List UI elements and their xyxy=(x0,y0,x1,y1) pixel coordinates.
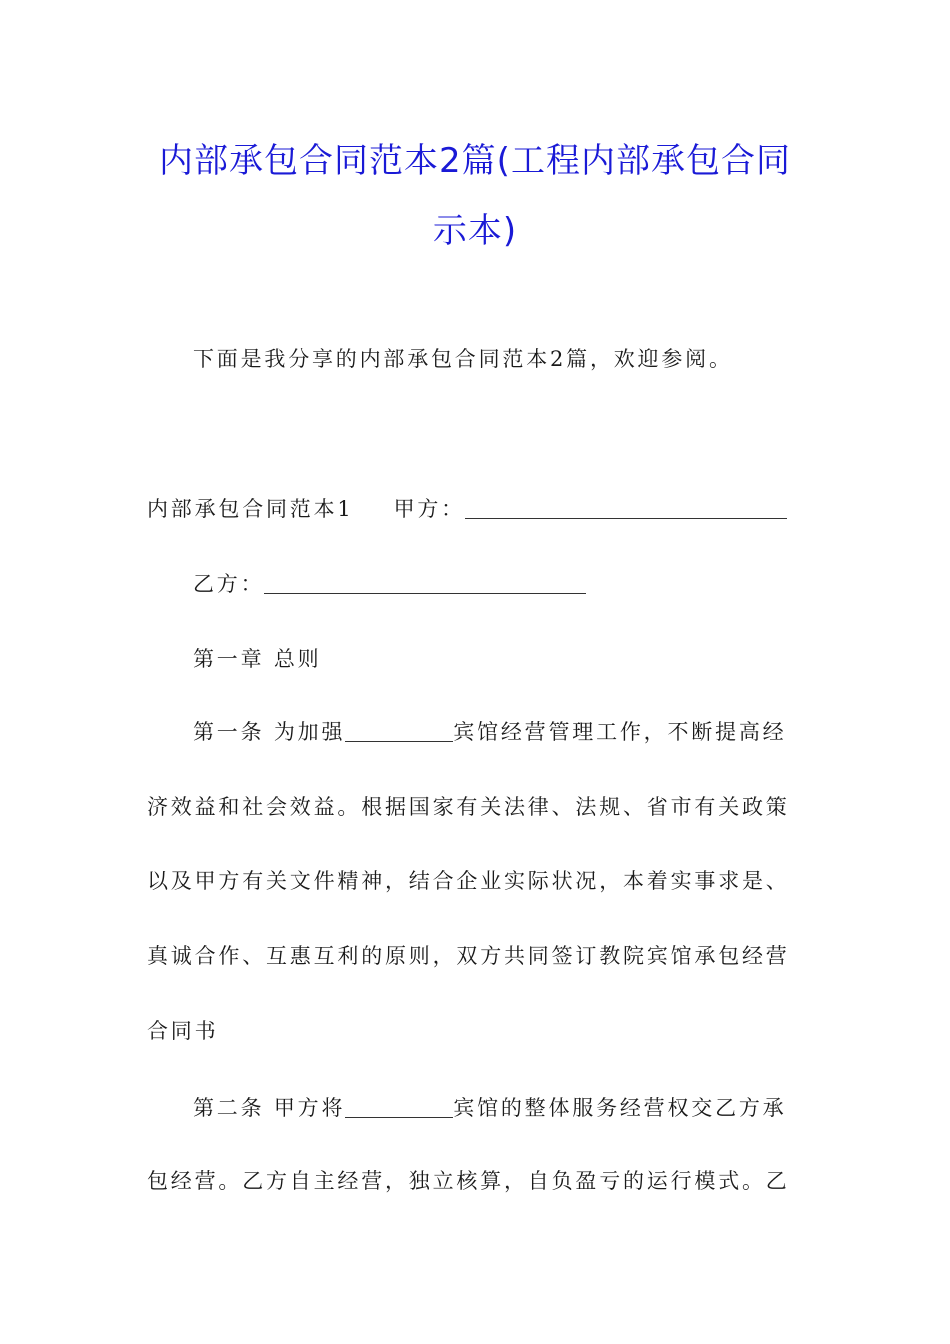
article1-head: 第一条 为加强 xyxy=(193,720,346,744)
party-a-label: 甲方： xyxy=(393,497,465,521)
party-b-label: 乙方： xyxy=(193,572,265,596)
document-title-line1: 内部承包合同范本2篇(工程内部承包合同 xyxy=(159,141,791,181)
chapter-heading: 第一章 总则 xyxy=(193,647,322,671)
article2-line1 xyxy=(193,1093,786,1123)
article1-line2: 济效益和社会效益。根据国家有关法律、法规、省市有关政策 xyxy=(147,795,790,819)
article2-head: 第二条 甲方将 xyxy=(193,1096,346,1120)
party-b-row xyxy=(193,569,586,599)
hotel-name-blank-2 xyxy=(345,1095,453,1118)
intro-paragraph: 下面是我分享的内部承包合同范本2篇，欢迎参阅。 xyxy=(193,347,733,371)
article1-line1 xyxy=(193,717,786,747)
document-title-line2: 示本) xyxy=(432,211,518,251)
article1-line4: 真诚合作、互惠互利的原则，双方共同签订教院宾馆承包经营 xyxy=(147,944,790,968)
article1-tail: 宾馆经营管理工作，不断提高经 xyxy=(453,720,787,744)
party-b-blank xyxy=(264,571,586,594)
hotel-name-blank xyxy=(345,719,453,742)
contract1-heading: 内部承包合同范本1 xyxy=(147,497,354,521)
contract1-heading-row xyxy=(147,494,787,524)
article2-line2: 包经营。乙方自主经营，独立核算，自负盈亏的运行模式。乙 xyxy=(147,1169,790,1193)
article1-line3: 以及甲方有关文件精神，结合企业实际状况，本着实事求是、 xyxy=(147,869,790,893)
party-a-blank xyxy=(465,496,787,519)
article2-tail: 宾馆的整体服务经营权交乙方承 xyxy=(453,1096,787,1120)
article1-line5: 合同书 xyxy=(147,1019,219,1043)
